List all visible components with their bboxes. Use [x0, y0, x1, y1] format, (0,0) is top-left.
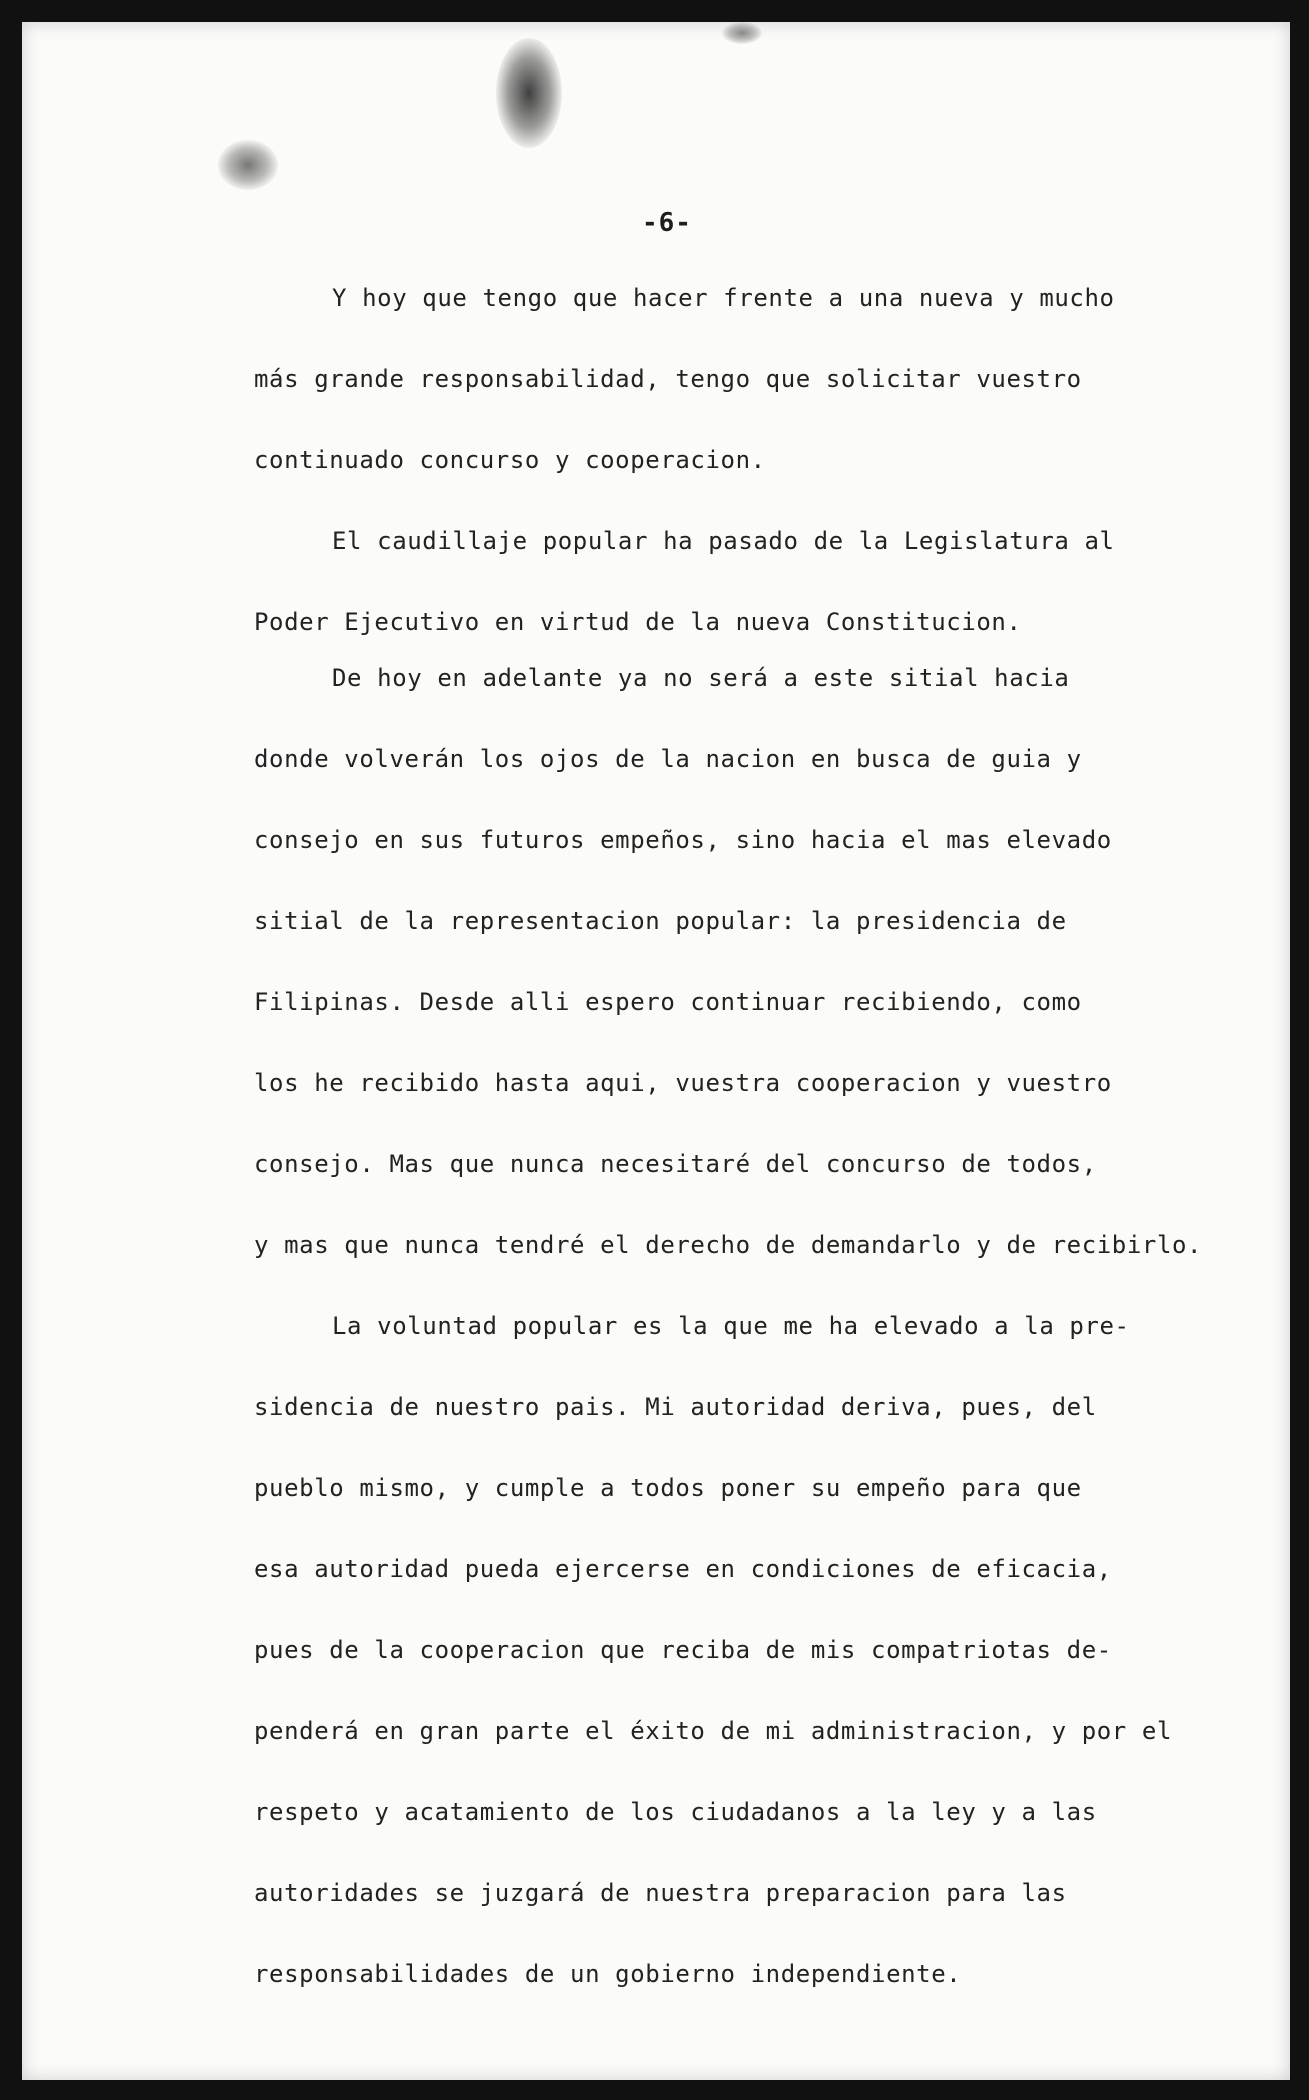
text-line: los he recibido hasta aqui, vuestra cooperacion y vuestro — [254, 1069, 1112, 1097]
ink-smudge — [496, 38, 562, 148]
text-line: Filipinas. Desde alli espero continuar recibiendo, como — [254, 988, 1082, 1016]
text-line: esa autoridad pueda ejercerse en condiciones de eficacia, — [254, 1555, 1112, 1583]
page-number: -6- — [642, 208, 692, 238]
text-line: penderá en gran parte el éxito de mi administracion, y por el — [254, 1717, 1173, 1745]
text-line: sitial de la representacion popular: la presidencia de — [254, 907, 1067, 935]
text-line: sidencia de nuestro pais. Mi autoridad deriva, pues, del — [254, 1393, 1097, 1421]
text-line: Poder Ejecutivo en virtud de la nueva Constitucion. — [254, 608, 1022, 636]
text-line: responsabilidades de un gobierno independiente. — [254, 1960, 962, 1988]
text-line: pues de la cooperacion que reciba de mis compatriotas de- — [254, 1636, 1112, 1664]
text-line: El caudillaje popular ha pasado de la Legislatura al — [332, 527, 1115, 555]
text-line: De hoy en adelante ya no será a este sitial hacia — [332, 664, 1070, 692]
text-line: Y hoy que tengo que hacer frente a una nueva y mucho — [332, 284, 1115, 312]
text-line: respeto y acatamiento de los ciudadanos a la ley y a las — [254, 1798, 1097, 1826]
ink-smudge — [218, 140, 278, 190]
text-line: más grande responsabilidad, tengo que solicitar vuestro — [254, 365, 1082, 393]
text-line: y mas que nunca tendré el derecho de demandarlo y de recibirlo. — [254, 1231, 1203, 1259]
ink-smudge — [722, 22, 762, 44]
text-line: consejo en sus futuros empeños, sino hacia el mas elevado — [254, 826, 1112, 854]
text-line: continuado concurso y cooperacion. — [254, 446, 766, 474]
text-line: consejo. Mas que nunca necesitaré del concurso de todos, — [254, 1150, 1097, 1178]
document-page — [22, 22, 1290, 2080]
text-line: La voluntad popular es la que me ha elevado a la pre- — [332, 1312, 1130, 1340]
text-line: pueblo mismo, y cumple a todos poner su empeño para que — [254, 1474, 1082, 1502]
text-line: donde volverán los ojos de la nacion en busca de guia y — [254, 745, 1082, 773]
text-line: autoridades se juzgará de nuestra preparacion para las — [254, 1879, 1067, 1907]
